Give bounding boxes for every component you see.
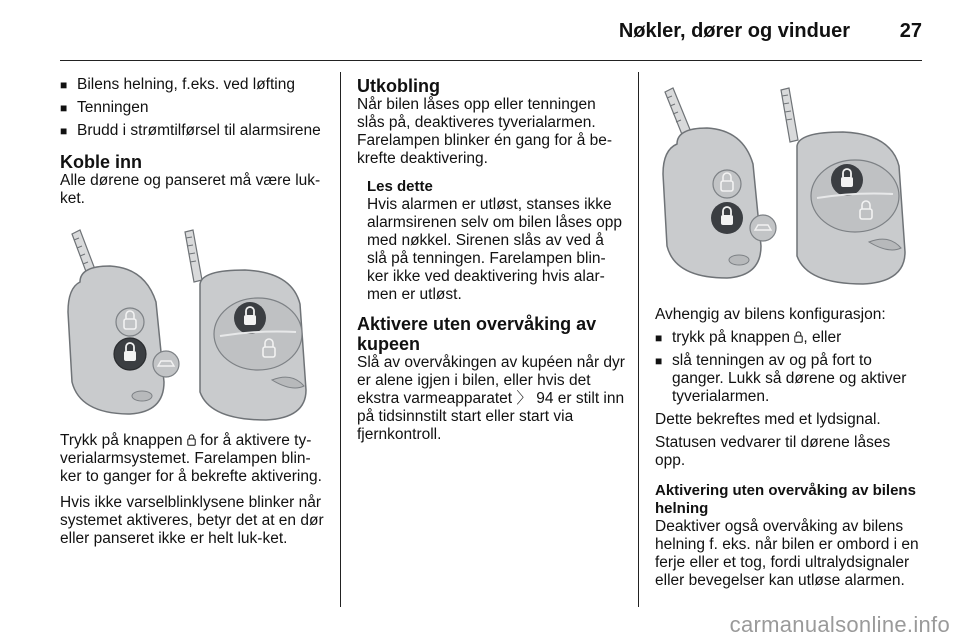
heading-utkobling: Utkobling: [357, 76, 440, 96]
note-title: Les dette: [367, 178, 433, 195]
note-text: Hvis alarmen er utløst, stanses ikke alarmsirenen selv om bilen låses opp med nøkkel. Sirenen slås av ved å slå på tenningen. Farelampen blin-ker ikke ved deaktivering hvis alar-men er utløst.: [367, 196, 623, 303]
column-divider-1: [340, 72, 341, 607]
car-key-icon: [60, 222, 326, 422]
page-reference[interactable]: 94: [536, 390, 554, 407]
paragraph-trykk: [60, 432, 326, 486]
text-fragment: for å aktivere ty-verialarmsystemet. Farelampen blin-ker to ganger for å bekrefte aktivering.: [60, 432, 322, 485]
key-fob-illustration: [60, 222, 326, 422]
list-item: ■ Brudd i strømtilførsel til alarmsirene: [60, 122, 326, 140]
page-number: 27: [899, 20, 922, 42]
paragraph-koble: Alle dørene og panseret må være luk-ket.: [60, 172, 321, 207]
text-fragment: , eller: [803, 329, 842, 346]
list-item: ■ Bilens helning, f.eks. ved løfting: [60, 76, 326, 94]
lock-outline-icon: [187, 434, 196, 446]
watermark: carmanualsonline.info: [729, 612, 950, 637]
list-item: ■ Tenningen: [60, 99, 326, 117]
note-box: [357, 178, 625, 304]
page-title: Nøkler, dører og vinduer: [618, 20, 850, 42]
paragraph-utkobling: Når bilen låses opp eller tenningen slås på, deaktiveres tyverialarmen. Farelampen blinker én gang for å be-krefte deaktivering.: [357, 96, 613, 167]
text-fragment: Trykk på knappen: [60, 432, 183, 449]
car-key-icon: [655, 80, 923, 292]
lock-outline-icon: [794, 331, 803, 343]
heading-koble-inn: Koble inn: [60, 152, 142, 172]
text-fragment: trykk på knappen: [672, 329, 791, 346]
heading-aktivere: Aktivere uten overvåking av kupeen: [357, 314, 597, 354]
paragraph-avhengig: Avhengig av bilens konfigurasjon:: [655, 306, 886, 323]
column-1: [60, 76, 326, 548]
text-fragment: er stilt inn på tidsinnstilt start eller start via fjernkontroll.: [357, 390, 625, 443]
paragraph-bekreftes: Dette bekreftes med et lydsignal.: [655, 411, 881, 428]
heading-aktivering: Aktivering uten overvåking av bilens helning: [655, 482, 916, 517]
column-3: [655, 76, 923, 590]
paragraph-status: Statusen vedvarer til dørene låses opp.: [655, 434, 891, 469]
header-rule: [60, 60, 922, 61]
list-item: [655, 329, 923, 347]
list-item: ■ slå tenningen av og på fort to ganger. Lukk så dørene og aktiver tyverialarmen.: [655, 352, 923, 406]
paragraph-aktivere: [357, 354, 625, 444]
arrow-ref-icon: 〉: [516, 390, 532, 407]
text-fragment: Slå av overvåkingen av kupéen når dyr er alene igjen i bilen, eller hvis det ekstra varmeapparatet: [357, 354, 625, 407]
paragraph-hvis: Hvis ikke varselblinklysene blinker når systemet aktiveres, betyr det at en dør eller panseret ikke er helt luk-ket.: [60, 494, 324, 547]
key-fob-illustration-2: [655, 80, 923, 292]
column-divider-2: [638, 72, 639, 607]
page-header: [60, 0, 922, 60]
column-2: [357, 76, 625, 444]
paragraph-deaktiver: Deaktiver også overvåking av bilens helning f. eks. når bilen er ombord i en ferje eller et tog, fordi ultralydsignaler eller bevegelser kan utløse alarmen.: [655, 518, 919, 589]
